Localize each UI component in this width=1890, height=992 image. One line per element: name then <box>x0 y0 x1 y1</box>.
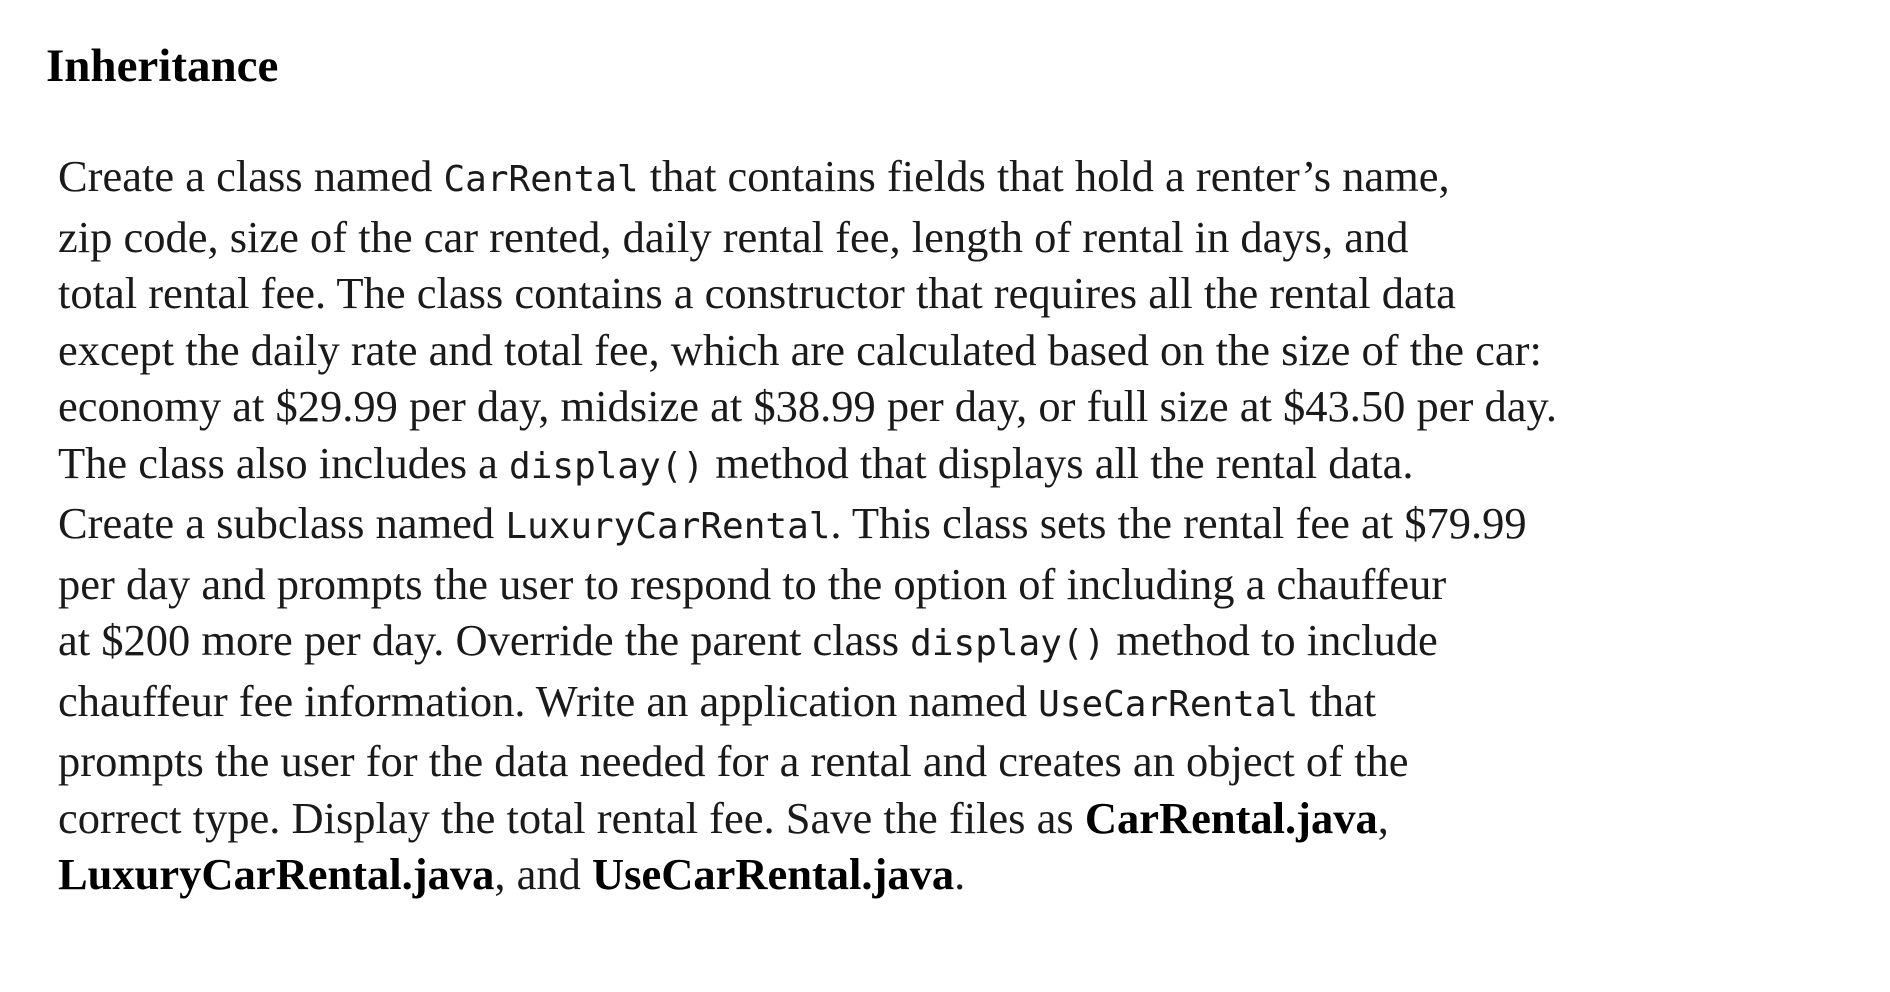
code-class-name: CarRental <box>443 159 639 200</box>
file-name: LuxuryCarRental.java <box>58 849 495 899</box>
line-text: correct type. Display the total rental fee. Save the files as <box>58 792 1085 843</box>
line-text: , <box>1377 792 1389 843</box>
line-text: that <box>1298 675 1377 726</box>
file-name: CarRental.java <box>1084 792 1378 843</box>
code-method-name: display() <box>509 445 705 487</box>
paragraph-line <box>58 148 1818 209</box>
line-text: at $200 more per day. Override the parent class <box>58 615 911 665</box>
line-text: . <box>954 849 966 899</box>
paragraph-line: prompts the user for the data needed for a rental and creates an object of the <box>58 736 1409 786</box>
line-text: , and <box>494 849 592 899</box>
file-name: UseCarRental.java <box>591 849 955 899</box>
line-text: method to include <box>1105 615 1438 665</box>
paragraph-line <box>58 846 1818 903</box>
line-text: that contains fields that hold a renter’s name, <box>638 151 1450 201</box>
paragraph-line <box>58 612 1818 673</box>
paragraph-line: zip code, size of the car rented, daily rental fee, length of rental in days, and <box>58 211 1409 262</box>
paragraph-line <box>58 790 1818 847</box>
line-text: Create a subclass named <box>58 498 506 548</box>
paragraph-line: per day and prompts the user to respond to the option of including a chauffeur <box>58 558 1447 609</box>
line-text: Create a class named <box>58 151 444 201</box>
paragraph-line <box>58 495 1818 556</box>
paragraph-line: economy at $29.99 per day, midsize at $38.99 per day, or full size at $43.50 per day. <box>58 381 1557 431</box>
paragraph-line <box>58 673 1818 734</box>
line-text: chauffeur fee information. Write an application named <box>58 675 1039 726</box>
paragraph-line: total rental fee. The class contains a constructor that requires all the rental data <box>58 268 1456 318</box>
code-class-name: UseCarRental <box>1038 683 1299 725</box>
paragraph-line <box>58 435 1818 496</box>
code-method-name: display() <box>910 623 1106 664</box>
line-text: The class also includes a <box>58 437 510 488</box>
exercise-paragraph <box>58 148 1818 903</box>
line-text: method that displays all the rental data. <box>704 437 1414 488</box>
paragraph-line: except the daily rate and total fee, which are calculated based on the size of the car: <box>58 324 1542 375</box>
line-text: . This class sets the rental fee at $79.99 <box>830 498 1527 548</box>
page-title: Inheritance <box>46 40 279 92</box>
code-class-name: LuxuryCarRental <box>505 506 831 547</box>
